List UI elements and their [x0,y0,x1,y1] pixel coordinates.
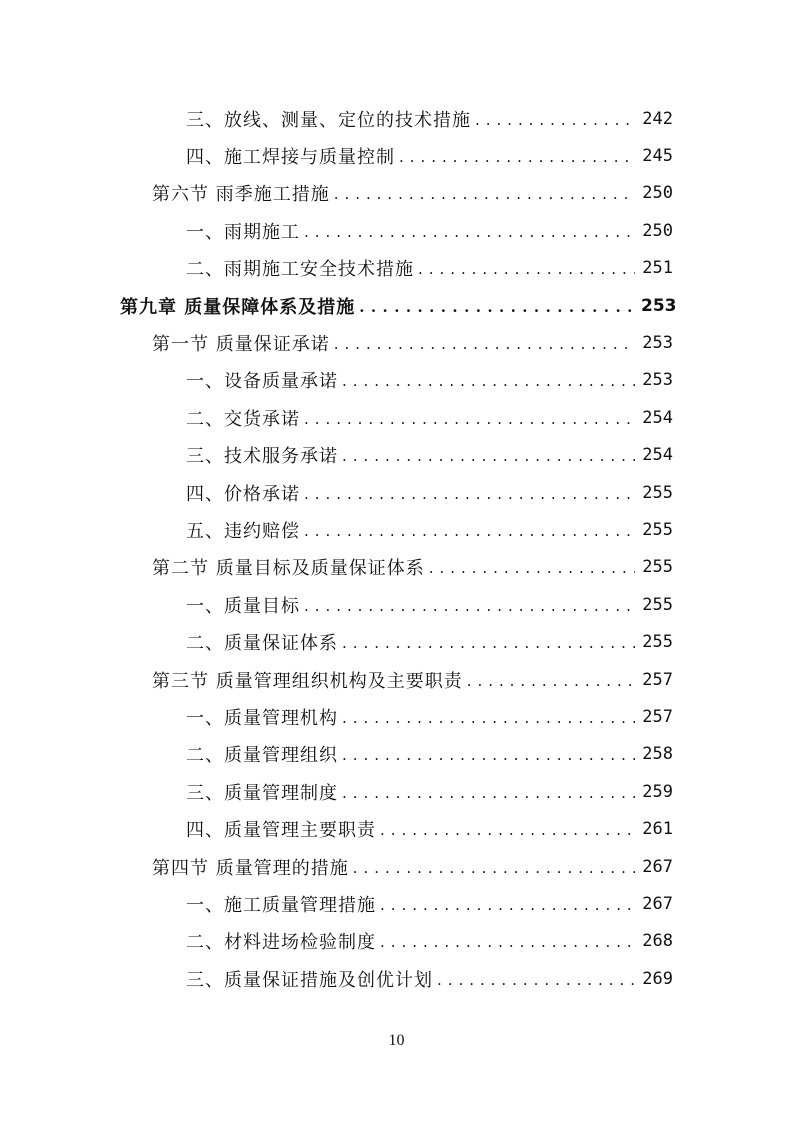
toc-entry-title: 四、施工焊接与质量控制 [186,143,399,169]
toc-entry-title: 三、质量保证措施及创优计划 [186,966,437,992]
toc-entry[interactable] [0,885,793,922]
toc-entry-title: 五、违约赔偿 [186,517,304,543]
toc-section-entry[interactable] [0,175,793,212]
toc-entry-page: 257 [642,706,673,727]
toc-entry-page: 245 [642,146,673,167]
dot-leader [380,930,635,952]
dot-leader [380,818,635,840]
dot-leader [418,257,635,279]
dot-leader [467,669,635,691]
toc-entry-title: 第三节 质量管理组织机构及主要职责 [152,667,467,693]
toc-entry-page: 255 [642,594,673,615]
dot-leader [353,856,635,878]
toc-entry[interactable] [0,212,793,249]
toc-entry[interactable] [0,100,793,137]
toc-entry-page: 242 [642,108,673,129]
dot-leader [342,743,635,765]
page-number: 10 [388,1032,405,1049]
toc-entry[interactable] [0,137,793,174]
dot-leader [334,332,635,354]
toc-entry-title: 三、技术服务承诺 [186,442,342,468]
toc-entry[interactable] [0,399,793,436]
toc-entry[interactable] [0,773,793,810]
toc-entry[interactable] [0,474,793,511]
dot-leader [304,482,635,504]
dot-leader [342,369,635,391]
toc-entry-title: 二、质量保证体系 [186,629,342,655]
toc-entry-title: 四、价格承诺 [186,480,304,506]
toc-entry[interactable] [0,923,793,960]
toc-entry[interactable] [0,810,793,847]
dot-leader [342,706,635,728]
toc-entry-title: 三、放线、测量、定位的技术措施 [186,106,475,132]
table-of-contents [0,100,793,997]
toc-section-entry[interactable] [0,549,793,586]
toc-entry-page: 253 [642,370,673,391]
toc-entry-page: 255 [642,519,673,540]
toc-entry-title: 三、质量管理制度 [186,779,342,805]
toc-entry-title: 第四节 质量管理的措施 [152,854,353,880]
toc-entry-title: 第六节 雨季施工措施 [152,180,334,206]
toc-entry-title: 二、交货承诺 [186,405,304,431]
dot-leader [437,968,635,990]
toc-section-entry[interactable] [0,661,793,698]
dot-leader [304,220,635,242]
toc-entry-title: 一、设备质量承诺 [186,367,342,393]
toc-entry-page: 261 [642,819,673,840]
dot-leader [359,295,635,317]
toc-entry-page: 253 [641,295,677,316]
toc-entry-page: 255 [642,557,673,578]
toc-entry[interactable] [0,623,793,660]
toc-section-entry[interactable] [0,848,793,885]
toc-entry-title: 一、雨期施工 [186,218,304,244]
dot-leader [342,444,635,466]
toc-entry-title: 一、质量目标 [186,592,304,618]
dot-leader [334,182,635,204]
toc-entry-title: 二、雨期施工安全技术措施 [186,255,418,281]
toc-entry-page: 255 [642,632,673,653]
toc-entry[interactable] [0,250,793,287]
toc-entry[interactable] [0,437,793,474]
toc-chapter-entry[interactable] [0,287,793,324]
dot-leader [304,407,635,429]
toc-entry-title: 一、施工质量管理措施 [186,891,380,917]
toc-entry-page: 251 [642,258,673,279]
dot-leader [304,519,635,541]
toc-entry[interactable] [0,511,793,548]
toc-entry[interactable] [0,698,793,735]
toc-entry-page: 267 [642,856,673,877]
toc-entry[interactable] [0,736,793,773]
toc-entry-page: 254 [642,407,673,428]
dot-leader [429,556,635,578]
toc-entry-title: 第二节 质量目标及质量保证体系 [152,554,429,580]
dot-leader [380,893,635,915]
toc-entry-title: 二、质量管理组织 [186,741,342,767]
dot-leader [304,594,635,616]
dot-leader [342,631,635,653]
toc-entry-title: 四、质量管理主要职责 [186,816,380,842]
toc-entry-title: 第九章 质量保障体系及措施 [120,293,359,319]
toc-entry-page: 250 [642,183,673,204]
toc-entry-page: 258 [642,744,673,765]
toc-entry[interactable] [0,586,793,623]
dot-leader [475,108,635,130]
toc-entry-page: 255 [642,482,673,503]
toc-entry-page: 267 [642,893,673,914]
toc-section-entry[interactable] [0,324,793,361]
toc-entry-page: 268 [642,931,673,952]
toc-entry-page: 269 [642,968,673,989]
toc-entry-page: 259 [642,781,673,802]
dot-leader [342,781,635,803]
toc-entry-page: 254 [642,445,673,466]
toc-entry-page: 257 [642,669,673,690]
toc-entry-page: 253 [642,333,673,354]
toc-entry-title: 第一节 质量保证承诺 [152,330,334,356]
toc-entry-page: 250 [642,220,673,241]
toc-entry[interactable] [0,960,793,997]
toc-entry-title: 二、材料进场检验制度 [186,928,380,954]
toc-entry[interactable] [0,362,793,399]
dot-leader [399,145,635,167]
toc-entry-title: 一、质量管理机构 [186,704,342,730]
